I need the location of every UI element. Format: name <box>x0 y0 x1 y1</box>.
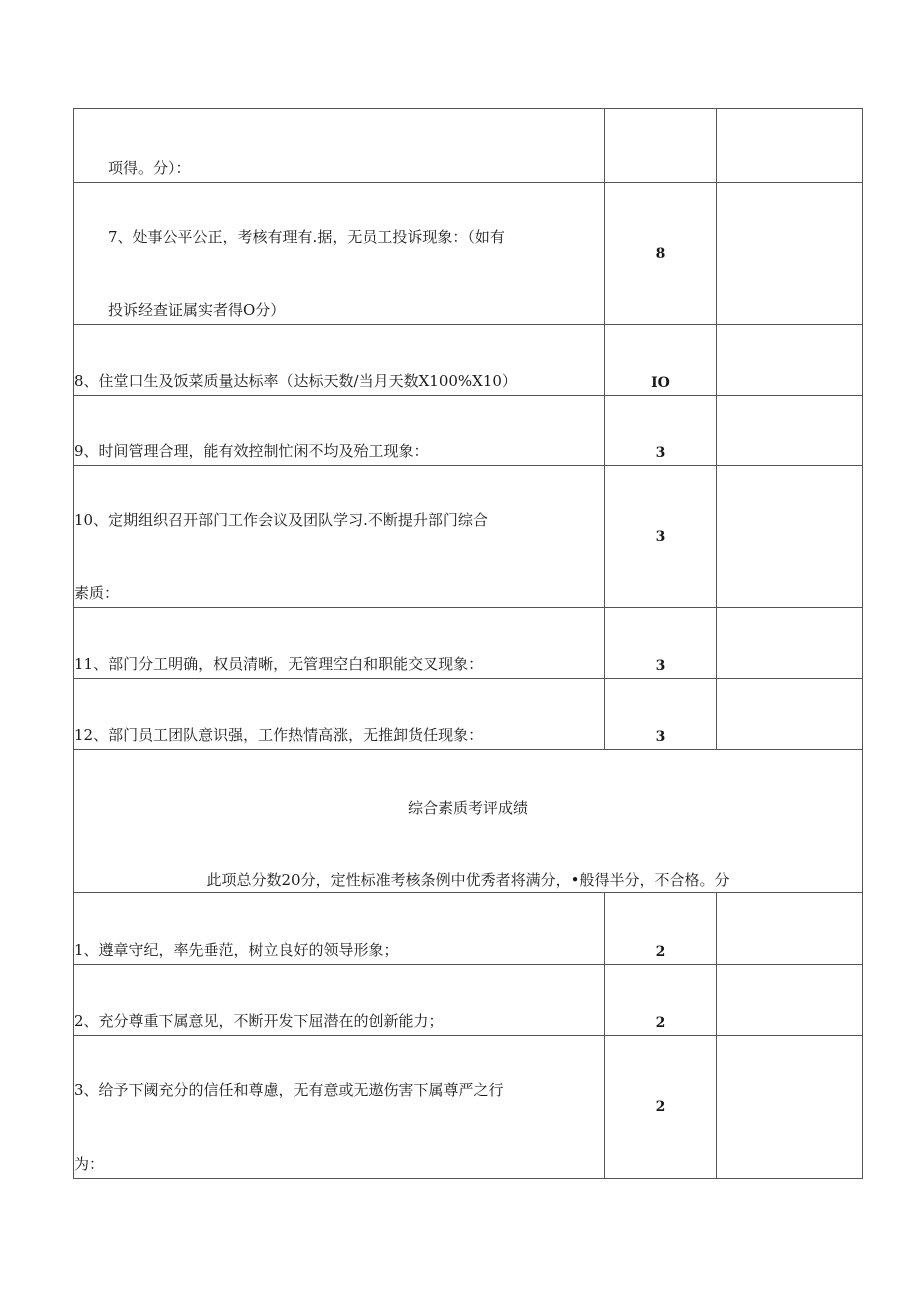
score-cell <box>605 608 717 679</box>
score-value: IO <box>651 375 670 391</box>
score-value: 2 <box>655 944 666 960</box>
criterion-text: 12、部门员工团队意识强，工作热情高涨，无推卸货任现象： <box>74 726 484 744</box>
score-cell <box>605 183 717 325</box>
table-row <box>74 608 863 679</box>
table-row <box>74 325 863 396</box>
criterion-text: 9、时间管理合理，能有效控制忙闲不均及殆工现象： <box>74 442 429 460</box>
score-cell <box>605 893 717 965</box>
criterion-text-line2: 投诉经查证属实者得O分） <box>108 301 286 319</box>
result-cell <box>717 109 863 183</box>
table-row <box>74 466 863 608</box>
score-value: 3 <box>655 658 666 674</box>
table-row <box>74 396 863 466</box>
section-header-cell <box>74 750 863 893</box>
result-cell <box>717 183 863 325</box>
criterion-cell <box>74 183 605 325</box>
score-cell <box>605 679 717 750</box>
criterion-text-line1: 10、定期组织召开部门工作会议及团队学习.不断提升部门综合 <box>74 511 488 529</box>
criterion-text-line2: 素质： <box>74 584 120 602</box>
score-cell <box>605 396 717 466</box>
criterion-cell <box>74 1036 605 1179</box>
table-row <box>74 965 863 1036</box>
score-cell <box>605 1036 717 1179</box>
result-cell <box>717 1036 863 1179</box>
criterion-cell <box>74 466 605 608</box>
result-cell <box>717 893 863 965</box>
evaluation-table-container <box>73 108 861 1179</box>
table-row <box>74 893 863 965</box>
score-value: 3 <box>655 729 666 745</box>
score-value: 8 <box>655 245 666 262</box>
result-cell <box>717 965 863 1036</box>
criterion-text: 11、部门分工明确，权员清晰，无管理空白和职能交叉现象： <box>74 655 484 673</box>
criterion-cell <box>74 608 605 679</box>
criterion-cell <box>74 893 605 965</box>
criterion-cell <box>74 325 605 396</box>
criterion-text: 项得。分）： <box>108 159 191 177</box>
score-cell <box>605 109 717 183</box>
result-cell <box>717 679 863 750</box>
evaluation-table <box>73 108 863 1179</box>
score-cell <box>605 965 717 1036</box>
score-value: 2 <box>655 1015 666 1031</box>
score-cell <box>605 466 717 608</box>
criterion-cell <box>74 965 605 1036</box>
table-row <box>74 109 863 183</box>
score-value: 3 <box>655 445 666 461</box>
score-value: 3 <box>655 528 666 545</box>
result-cell <box>717 608 863 679</box>
result-cell <box>717 396 863 466</box>
criterion-text-line1: 7、处事公平公正，考核有理有.据，无员工投诉现象：（如有 <box>108 228 505 246</box>
criterion-text-line1: 3、给予下阈充分的信任和尊慮，无有意或无遨伤害下属尊严之行 <box>74 1081 504 1099</box>
criterion-text-line2: 为： <box>74 1155 105 1173</box>
criterion-cell <box>74 109 605 183</box>
criterion-cell <box>74 396 605 466</box>
result-cell <box>717 466 863 608</box>
score-value: 2 <box>655 1099 666 1115</box>
result-cell <box>717 325 863 396</box>
score-cell <box>605 325 717 396</box>
criterion-text: 8、住堂口生及饭菜质量达标率（达标天数/当月天数X100%X10） <box>74 372 517 390</box>
section-note: 此项总分数20分，定性标准考核条例中优秀者将满分，•般得半分，不合格。分 <box>206 871 730 889</box>
criterion-text: 2、充分尊重下属意见，不断开发下屈潜在的创新能力； <box>74 1012 444 1030</box>
table-row <box>74 183 863 325</box>
section-title: 综合素质考评成绩 <box>407 799 528 817</box>
table-row <box>74 679 863 750</box>
criterion-text: 1、遵章守纪，率先垂范，树立良好的领导形象； <box>74 941 399 959</box>
criterion-cell <box>74 679 605 750</box>
table-row <box>74 1036 863 1179</box>
section-header-row <box>74 750 863 893</box>
